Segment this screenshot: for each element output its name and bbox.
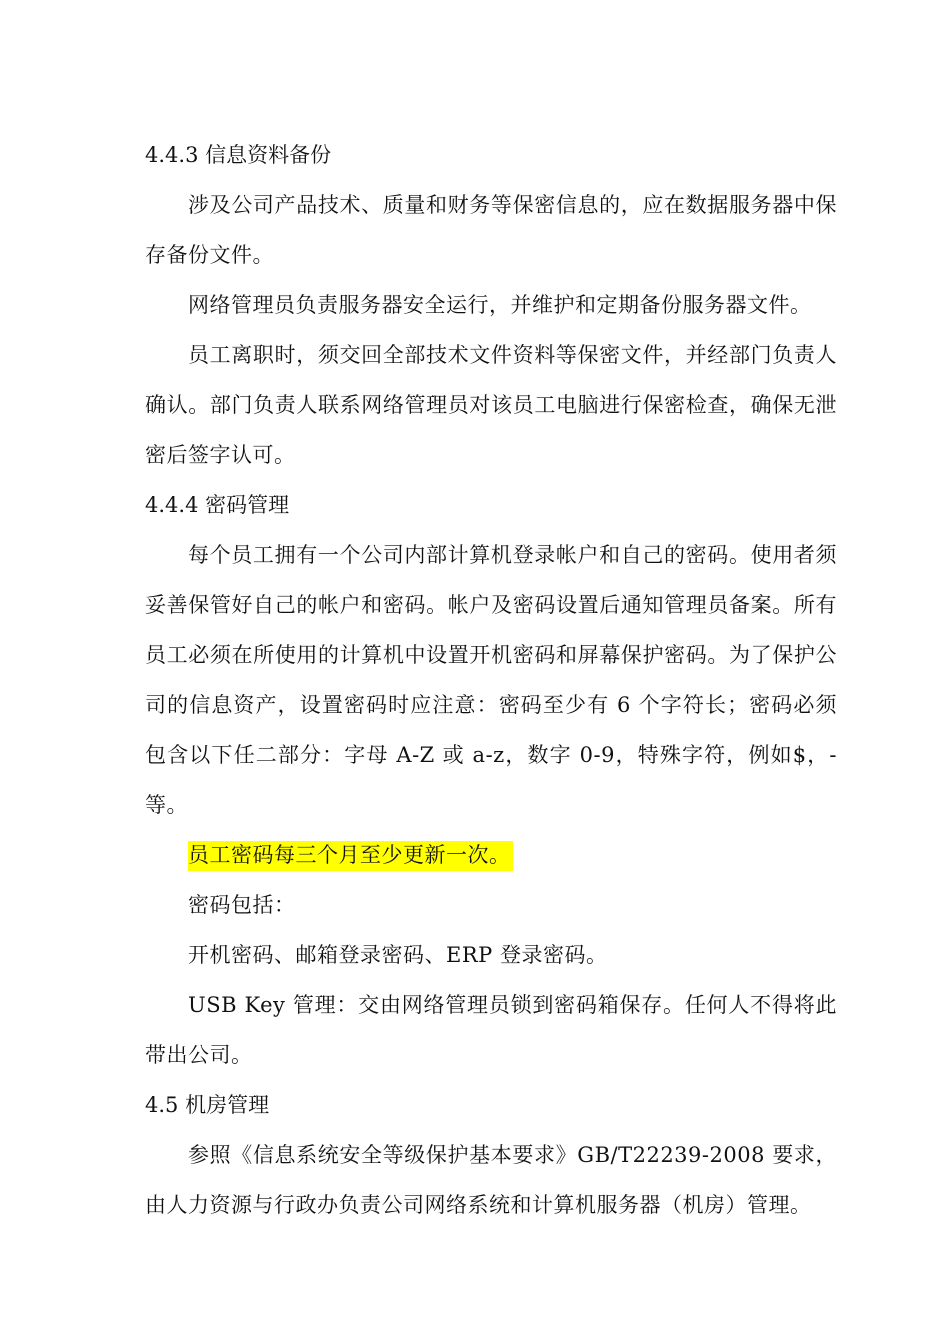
paragraph-password-includes: 密码包括： xyxy=(188,893,296,917)
paragraph-backup-admin: 网络管理员负责服务器安全运行，并维护和定期备份服务器文件。 xyxy=(188,293,812,317)
paragraph-server-room: 参照《信息系统安全等级保护基本要求》GB/T22239-2008 要求，由人力资源与行政办负责公司网络系统和计算机服务器（机房）管理。 xyxy=(145,1143,837,1217)
document-body xyxy=(145,130,837,1230)
paragraph-password-types: 开机密码、邮箱登录密码、ERP 登录密码。 xyxy=(188,943,608,967)
paragraph-backup-resignation: 员工离职时，须交回全部技术文件资料等保密文件，并经部门负责人确认。部门负责人联系网络管理员对该员工电脑进行保密检查，确保无泄密后签字认可。 xyxy=(145,343,837,467)
section-heading-backup: 4.4.3 信息资料备份 xyxy=(145,143,332,167)
paragraph-backup-confidential: 涉及公司产品技术、质量和财务等保密信息的，应在数据服务器中保存备份文件。 xyxy=(145,193,837,267)
highlighted-text: 员工密码每三个月至少更新一次。 xyxy=(188,841,513,871)
paragraph-usb-key: USB Key 管理：交由网络管理员锁到密码箱保存。任何人不得将此带出公司。 xyxy=(145,993,837,1067)
section-heading-server-room: 4.5 机房管理 xyxy=(145,1093,270,1117)
paragraph-password-rules: 每个员工拥有一个公司内部计算机登录帐户和自己的密码。使用者须妥善保管好自己的帐户和密码。帐户及密码设置后通知管理员备案。所有员工必须在所使用的计算机中设置开机密码和屏幕保护密码。为了保护公司的信息资产，设置密码时应注意：密码至少有 6 个字符长；密码必须包含以下任二部分：字母 A-Z 或 a-z，数字 0-9，特殊字符，例如$，-等。 xyxy=(145,543,837,817)
section-heading-password: 4.4.4 密码管理 xyxy=(145,493,290,517)
paragraph-password-update xyxy=(145,830,837,880)
